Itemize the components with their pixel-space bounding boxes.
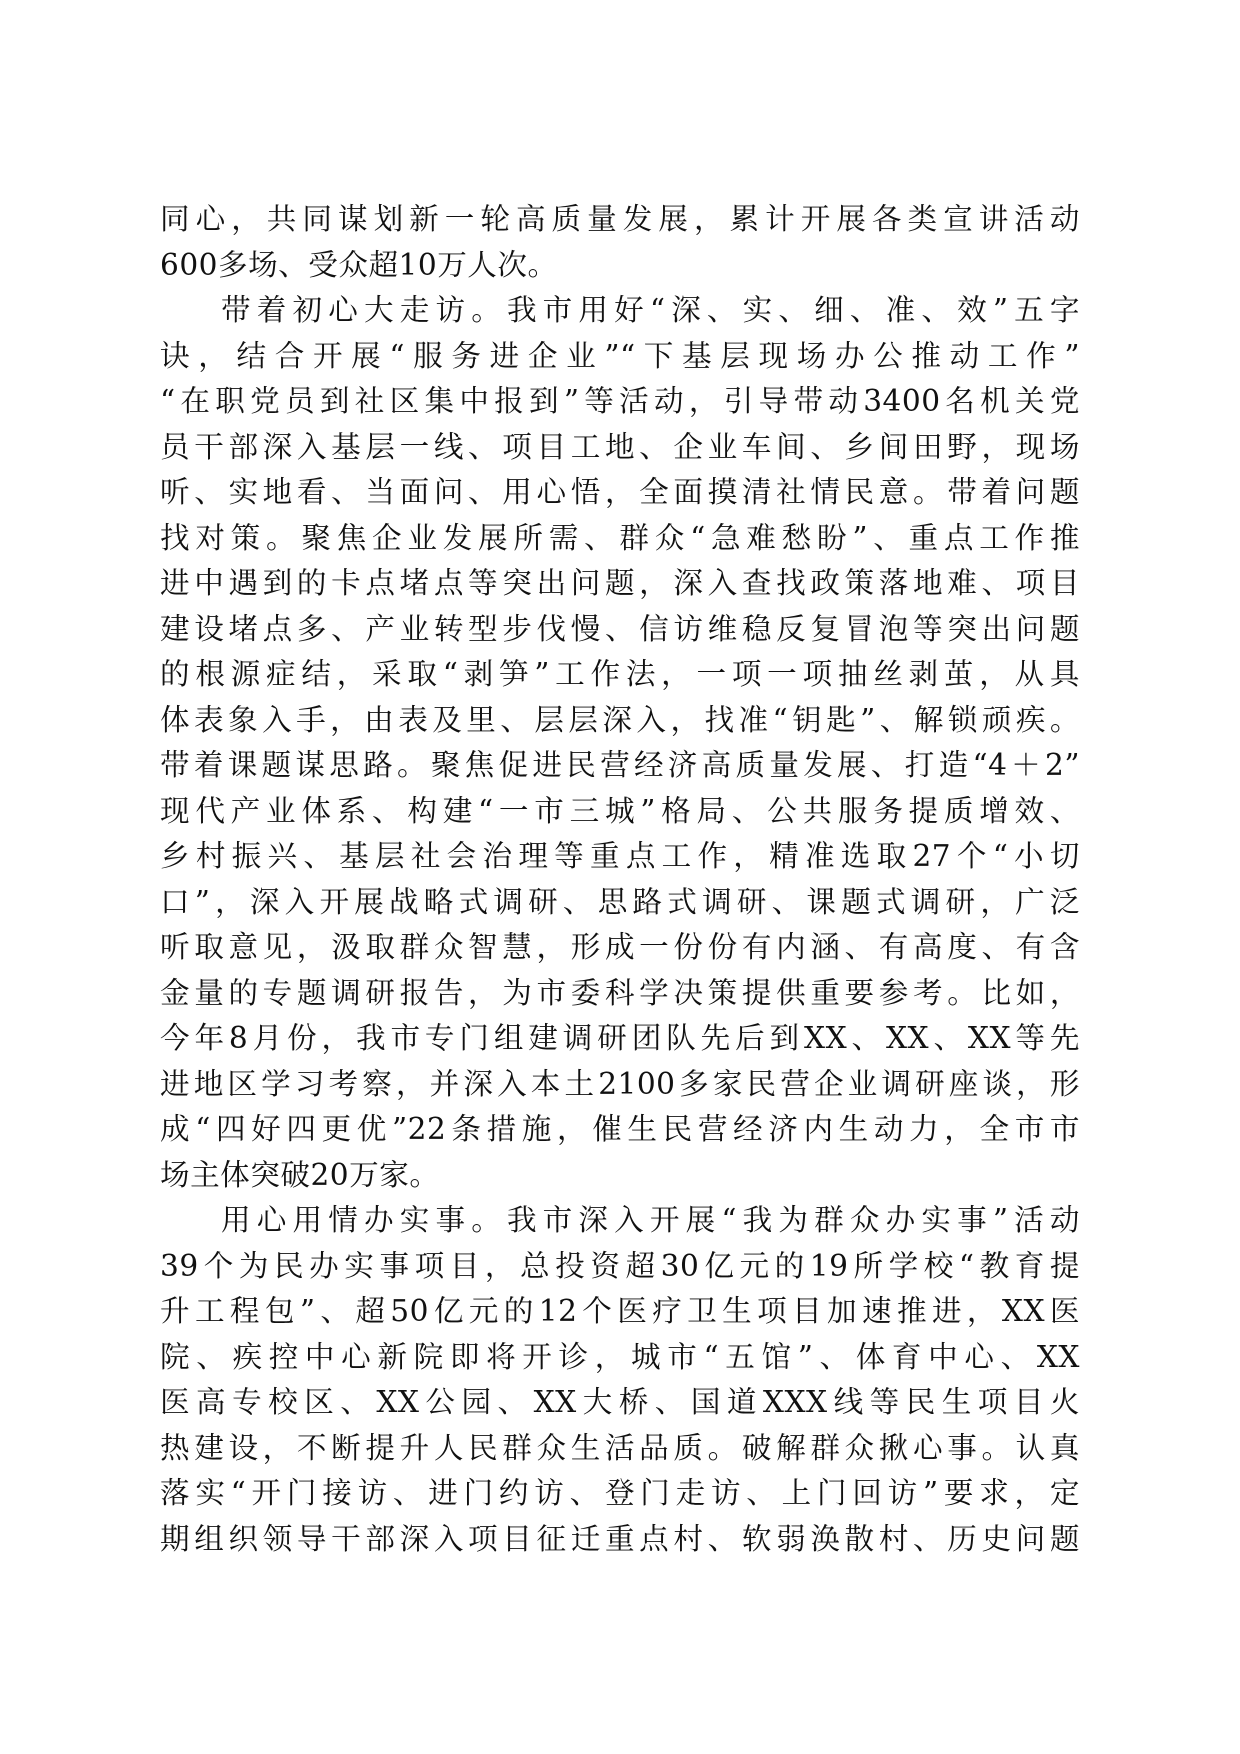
text-line: 医高专校区、XX公园、XX大桥、国道XXX线等民生项目火 [160,1385,1080,1419]
text-line: “在职党员到社区集中报到”等活动，引导带动3400名机关党 [160,384,1080,418]
text-line: 诀，结合开展“服务进企业”“下基层现场办公推动工作” [160,338,1080,373]
text-line: 找对策。聚焦企业发展所需、群众“急难愁盼”、重点工作推 [160,520,1080,555]
text-line: 39个为民办实事项目，总投资超30亿元的19所学校“教育提 [160,1248,1080,1283]
text-line: 成“四好四更优”22条措施，催生民营经济内生动力，全市市 [160,1112,1080,1146]
text-line: 期组织领导干部深入项目征迁重点村、软弱涣散村、历史问题 [160,1521,1080,1556]
text-line: 金量的专题调研报告，为市委科学决策提供重要参考。比如， [160,975,1080,1010]
text-line: 进中遇到的卡点堵点等突出问题，深入查找政策落地难、项目 [160,566,1080,600]
text-line: 同心，共同谋划新一轮高质量发展，累计开展各类宣讲活动 [160,202,1080,236]
text-line: 今年8月份，我市专门组建调研团队先后到XX、XX、XX等先 [160,1021,1080,1055]
paragraph-start-line: 用心用情办实事。我市深入开展“我为群众办实事”活动 [221,1203,1080,1237]
text-line: 落实“开门接访、进门约访、登门走访、上门回访”要求，定 [160,1476,1080,1510]
text-line: 带着课题谋思路。聚焦促进民营经济高质量发展、打造“4＋2” [160,748,1080,782]
text-line: 进地区学习考察，并深入本土2100多家民营企业调研座谈，形 [160,1066,1080,1101]
body-text [160,197,1080,1562]
text-line: 升工程包”、超50亿元的12个医疗卫生项目加速推进，XX医 [160,1294,1080,1328]
text-line: 的根源症结，采取“剥笋”工作法，一项一项抽丝剥茧，从具 [160,657,1080,691]
text-line: 体表象入手，由表及里、层层深入，找准“钥匙”、解锁顽疾。 [160,702,1080,737]
text-line: 热建设，不断提升人民群众生活品质。破解群众揪心事。认真 [160,1430,1080,1465]
text-line: 员干部深入基层一线、项目工地、企业车间、乡间田野，现场 [160,429,1080,464]
text-line: 院、疾控中心新院即将开诊，城市“五馆”、体育中心、XX [160,1339,1080,1374]
paragraph-start-line: 带着初心大走访。我市用好“深、实、细、准、效”五字 [221,293,1080,327]
text-line: 建设堵点多、产业转型步伐慢、信访维稳反复冒泡等突出问题 [160,611,1080,646]
text-line: 听取意见，汲取群众智慧，形成一份份有内涵、有高度、有含 [160,930,1080,964]
text-line: 现代产业体系、构建“一市三城”格局、公共服务提质增效、 [160,793,1080,828]
text-line: 600多场、受众超10万人次。 [160,247,558,282]
text-line: 乡村振兴、基层社会治理等重点工作，精准选取27个“小切 [160,839,1080,873]
text-line: 口”，深入开展战略式调研、思路式调研、课题式调研，广泛 [160,884,1080,919]
text-line: 场主体突破20万家。 [160,1157,440,1192]
text-line: 听、实地看、当面问、用心悟，全面摸清社情民意。带着问题 [160,475,1080,509]
